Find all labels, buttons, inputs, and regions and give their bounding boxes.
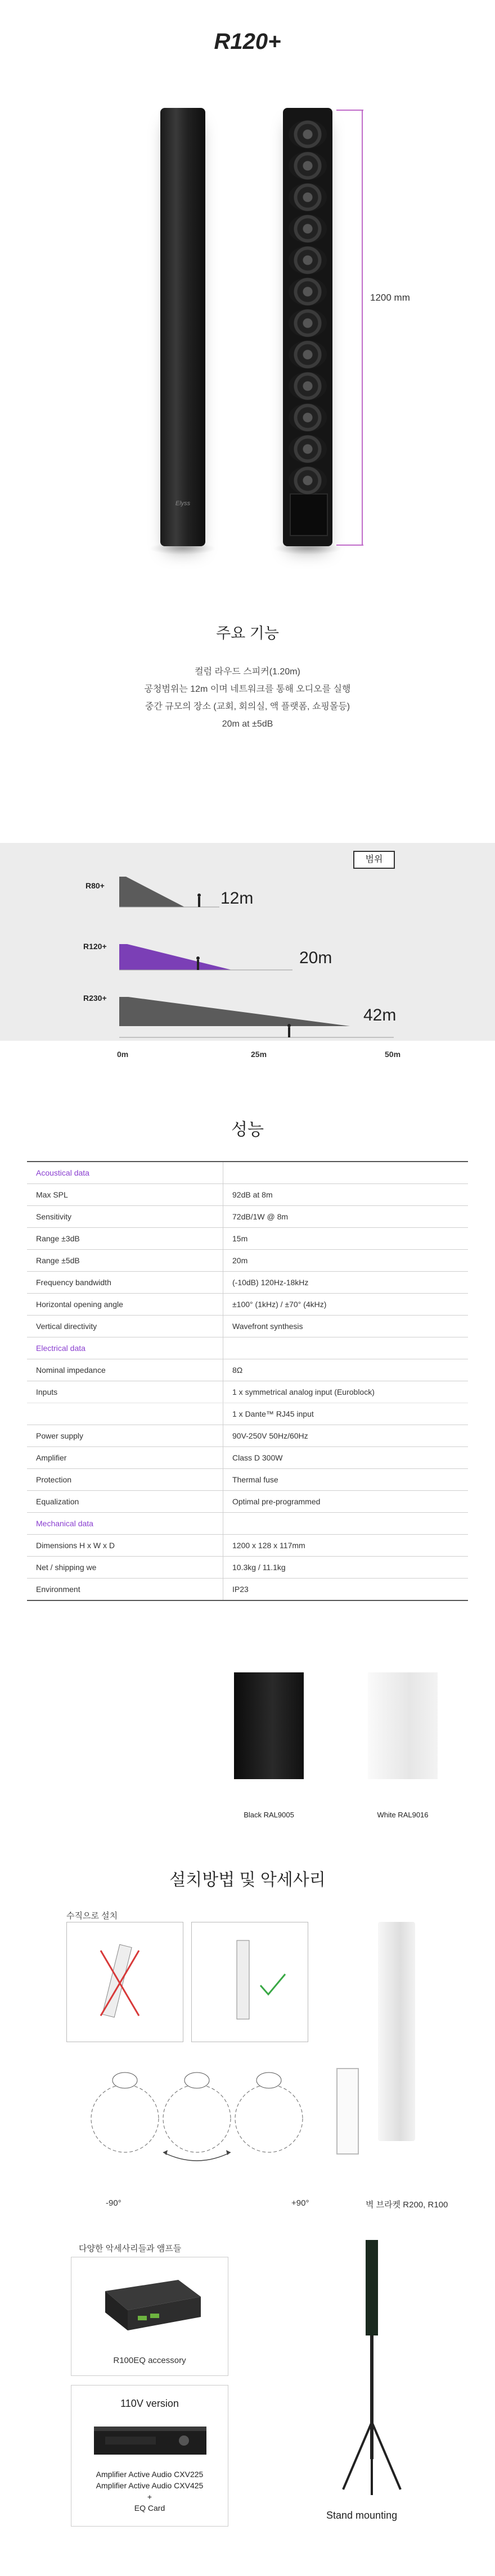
spec-label: Vertical directivity: [27, 1316, 223, 1337]
spec-label: Equalization: [27, 1491, 223, 1513]
spec-value: 20m: [223, 1250, 469, 1272]
listener-icon: [198, 897, 200, 907]
spec-value: Thermal fuse: [223, 1469, 469, 1491]
speaker-driver: [289, 246, 327, 274]
feature-line: 중간 규모의 장소 (교회, 회의실, 액 플랫폼, 쇼핑몰등): [145, 702, 350, 711]
spec-label: Horizontal opening angle: [27, 1294, 223, 1316]
bracket-label: 벽 브라켓 R200, R100: [366, 2200, 448, 2210]
spec-heading: 성능: [231, 1121, 264, 1139]
spec-row: [27, 1403, 468, 1425]
spec-value: 8Ω: [223, 1359, 469, 1381]
spec-label: Inputs: [27, 1381, 223, 1403]
page-title: R120+: [214, 29, 281, 54]
spec-section-label: Electrical data: [27, 1337, 223, 1359]
axis-tick-label: 0m: [117, 1050, 129, 1059]
white-finish-caption: White RAL9016: [377, 1811, 429, 1819]
spec-value: 72dB/1W @ 8m: [223, 1206, 469, 1228]
features-list: [0, 663, 495, 733]
bass-port: [290, 493, 328, 536]
spec-label: Power supply: [27, 1425, 223, 1447]
spec-label: Sensitivity: [27, 1206, 223, 1228]
spec-value: Wavefront synthesis: [223, 1316, 469, 1337]
spec-value: [223, 1162, 469, 1184]
spec-label: Frequency bandwidth: [27, 1272, 223, 1294]
spec-section-row: [27, 1162, 468, 1184]
spec-section-row: [27, 1513, 468, 1535]
spec-row: [27, 1206, 468, 1228]
dimension-line: [362, 110, 363, 545]
speaker-driver: [289, 215, 327, 243]
spec-row: [27, 1184, 468, 1206]
spec-value: Class D 300W: [223, 1447, 469, 1469]
amplifier-list: [71, 2469, 228, 2514]
spec-section-label: Mechanical data: [27, 1513, 223, 1535]
spec-value: 1 x symmetrical analog input (Euroblock): [223, 1381, 469, 1403]
feature-line: 20m at ±5dB: [222, 719, 273, 729]
spec-row: [27, 1557, 468, 1579]
spec-row: [27, 1447, 468, 1469]
spec-row: [27, 1579, 468, 1601]
v110-heading: 110V version: [120, 2398, 179, 2409]
white-finish-swatch: [368, 1672, 438, 1779]
spec-row: [27, 1316, 468, 1337]
spec-table: [27, 1161, 468, 1601]
speaker-driver: [289, 403, 327, 432]
speaker-driver: [289, 152, 327, 180]
amplifier-panel: [71, 2385, 228, 2527]
angle-left-label: -90°: [106, 2198, 122, 2208]
eq-accessory-illustration: [71, 2257, 228, 2347]
correct-install-illustration: [192, 1922, 308, 2042]
listener-icon: [287, 1024, 291, 1027]
feature-line: 컬럼 라우드 스피커(1.20m): [195, 667, 300, 677]
dimension-tick-bottom: [336, 545, 363, 546]
accessory-panel: [71, 2257, 228, 2376]
amplifier-line: Amplifier Active Audio CXV425: [96, 2481, 204, 2490]
model-label: R120+: [83, 942, 107, 951]
spec-row: [27, 1469, 468, 1491]
feature-line: 공청범위는 12m 이며 네트워크를 통해 오디오를 실행: [144, 684, 351, 694]
spec-section-label: Acoustical data: [27, 1162, 223, 1184]
speaker-driver: [289, 341, 327, 369]
white-speaker-on-bracket: [378, 1922, 415, 2141]
speaker-driver: [289, 466, 327, 495]
spec-label: Protection: [27, 1469, 223, 1491]
speaker-driver: [289, 435, 327, 463]
spec-value: 92dB at 8m: [223, 1184, 469, 1206]
axis-tick-label: 50m: [385, 1050, 401, 1059]
coverage-tag: 범위: [353, 851, 395, 869]
correct-install-panel: [191, 1922, 308, 2042]
spec-value: 1200 x 128 x 117mm: [223, 1535, 469, 1557]
spec-label: Environment: [27, 1579, 223, 1601]
spec-label: Amplifier: [27, 1447, 223, 1469]
coverage-beam-r120: [119, 944, 232, 970]
stand-label: Stand mounting: [326, 2510, 398, 2521]
distance-label: 42m: [363, 1006, 397, 1024]
spec-value: 90V-250V 50Hz/60Hz: [223, 1425, 469, 1447]
speaker-driver: [289, 120, 327, 148]
spec-value: ±100° (1kHz) / ±70° (4kHz): [223, 1294, 469, 1316]
spec-value: Optimal pre-programmed: [223, 1491, 469, 1513]
spec-row: [27, 1294, 468, 1316]
speaker-driver: [289, 309, 327, 337]
features-heading: 주요 기능: [216, 625, 279, 642]
spec-row: [27, 1425, 468, 1447]
listener-icon: [288, 1027, 290, 1037]
coverage-beam-r80: [119, 877, 184, 907]
spec-label: Range ±3dB: [27, 1228, 223, 1250]
stand-illustration: [315, 2237, 428, 2501]
listener-icon: [197, 960, 199, 970]
spec-row: [27, 1359, 468, 1381]
amplifier-line: EQ Card: [134, 2504, 165, 2512]
spec-row: [27, 1381, 468, 1403]
speaker-front-view: [283, 108, 332, 546]
angle-right-label: +90°: [291, 2198, 309, 2208]
axis-tick-label: 25m: [251, 1050, 267, 1059]
model-label: R80+: [86, 881, 105, 890]
dimension-tick-top: [336, 110, 363, 111]
spec-label: Max SPL: [27, 1184, 223, 1206]
spec-label: Dimensions H x W x D: [27, 1535, 223, 1557]
speaker-driver: [289, 372, 327, 400]
wrong-install-illustration: [67, 1922, 183, 2042]
spec-value: [223, 1337, 469, 1359]
speaker-side-view: [160, 108, 205, 546]
spec-row: [27, 1272, 468, 1294]
spec-row: [27, 1228, 468, 1250]
vertical-install-label: 수직으로 설치: [66, 1911, 118, 1921]
distance-label: 12m: [220, 889, 254, 908]
speaker-driver: [289, 278, 327, 306]
spec-value: IP23: [223, 1579, 469, 1601]
model-label: R230+: [83, 994, 107, 1003]
spec-label: Net / shipping we: [27, 1557, 223, 1579]
spec-label: Range ±5dB: [27, 1250, 223, 1272]
listener-icon: [196, 956, 200, 960]
spec-value: 15m: [223, 1228, 469, 1250]
coverage-beam-r230: [119, 997, 350, 1026]
amplifier-illustration: [71, 2415, 228, 2466]
spec-section-row: [27, 1337, 468, 1359]
amplifier-plus: +: [147, 2492, 152, 2501]
spec-value: 10.3kg / 11.1kg: [223, 1557, 469, 1579]
brand-mark: Elyss: [175, 500, 191, 507]
black-finish-caption: Black RAL9005: [244, 1811, 294, 1819]
distance-label: 20m: [299, 949, 332, 967]
accessories-heading: 다양한 악세사리들과 앰프들: [79, 2244, 182, 2253]
wall-bracket: [336, 2068, 359, 2155]
spec-label: [27, 1403, 223, 1425]
installation-heading: 설치방법 및 악세사리: [169, 1871, 326, 1889]
spec-row: [27, 1250, 468, 1272]
spec-value: (-10dB) 120Hz-18kHz: [223, 1272, 469, 1294]
speaker-driver: [289, 183, 327, 211]
black-finish-swatch: [234, 1672, 304, 1779]
amplifier-line: Amplifier Active Audio CXV225: [96, 2470, 204, 2479]
accessory-caption: R100EQ accessory: [113, 2356, 186, 2365]
spec-row: [27, 1535, 468, 1557]
wrong-install-panel: [66, 1922, 183, 2042]
coverage-diagram: [0, 843, 495, 1068]
spec-label: Nominal impedance: [27, 1359, 223, 1381]
rotation-illustration: [84, 2057, 309, 2186]
dimension-label: 1200 mm: [370, 292, 410, 303]
spec-row: [27, 1491, 468, 1513]
spec-value: [223, 1513, 469, 1535]
spec-value: 1 x Dante™ RJ45 input: [223, 1403, 469, 1425]
listener-icon: [197, 894, 201, 897]
